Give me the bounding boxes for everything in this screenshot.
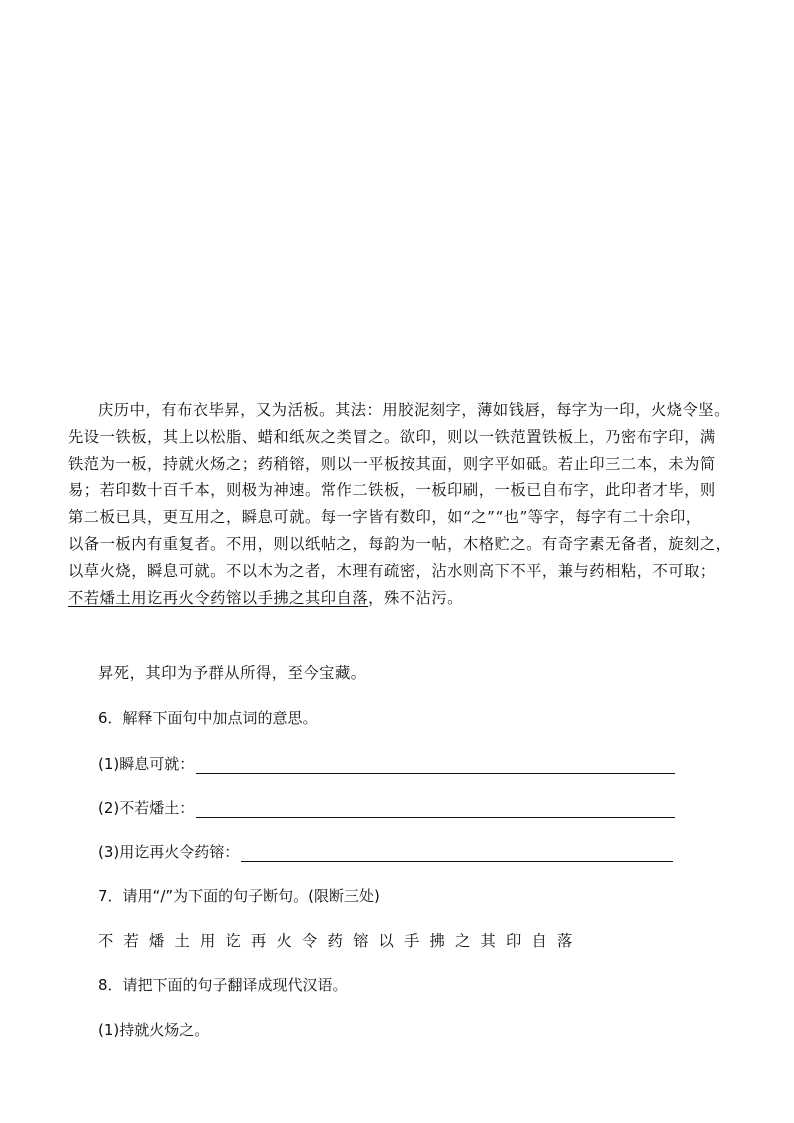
item-label: (2)不若燔土： — [98, 799, 195, 817]
question-6-item-3 — [98, 841, 673, 862]
passage-line: 铁范为一板，持就火炀之；药稍镕，则以一平板按其面，则字平如砥。若止印三二本，未为简 — [68, 454, 716, 473]
passage-last-line — [68, 585, 740, 612]
passage-ending-paragraph: 昇死，其印为予群从所得，至今宝藏。 — [98, 664, 367, 682]
question-6-item-2 — [98, 797, 675, 818]
underlined-sentence: 不若燔土用讫再火令药镕以手拂之其印自落 — [68, 588, 369, 607]
question-7-sentence: 不若燔土用讫再火令药镕以手拂之其印自落 — [98, 932, 583, 950]
question-7-title: 7．请用“/”为下面的句子断句。(限断三处) — [98, 887, 380, 905]
passage-line: 易；若印数十百千本，则极为神速。常作二铁板，一板印刷，一板已自布字，此印者才毕，则 — [68, 481, 716, 500]
answer-blank[interactable] — [196, 801, 675, 818]
passage-line: 庆历中，有布衣毕昇，又为活板。其法：用胶泥刻字，薄如钱唇，每字为一印，火烧令坚。 — [98, 401, 730, 419]
question-8-item-1: (1)持就火炀之。 — [98, 1021, 210, 1039]
passage-line: 以草火烧，瞬息可就。不以木为之者，木理有疏密，沾水则高下不平，兼与药相粘，不可取； — [68, 561, 716, 580]
item-label: (3)用讫再火令药镕： — [98, 843, 240, 861]
passage-line: 先设一铁板，其上以松脂、蜡和纸灰之类冒之。欲印，则以一铁范置铁板上，乃密布字印，满 — [68, 427, 716, 446]
answer-blank[interactable] — [196, 757, 675, 774]
question-6-title: 6．解释下面句中加点词的意思。 — [98, 709, 318, 727]
item-label: (1)瞬息可就： — [98, 755, 195, 773]
passage-line-tail: ，殊不沾污。 — [368, 588, 463, 607]
question-8-title: 8．请把下面的句子翻译成现代汉语。 — [98, 976, 348, 994]
passage-line: 第二板已具，更互用之，瞬息可就。每一字皆有数印，如“之”“也”等字，每字有二十余印， — [68, 508, 702, 527]
question-6-item-1 — [98, 753, 675, 774]
classical-passage — [68, 397, 740, 611]
answer-blank[interactable] — [241, 845, 673, 862]
passage-line: 以备一板内有重复者。不用，则以纸帖之，每韵为一帖，木格贮之。有奇字素无备者，旋刻之， — [68, 534, 732, 553]
